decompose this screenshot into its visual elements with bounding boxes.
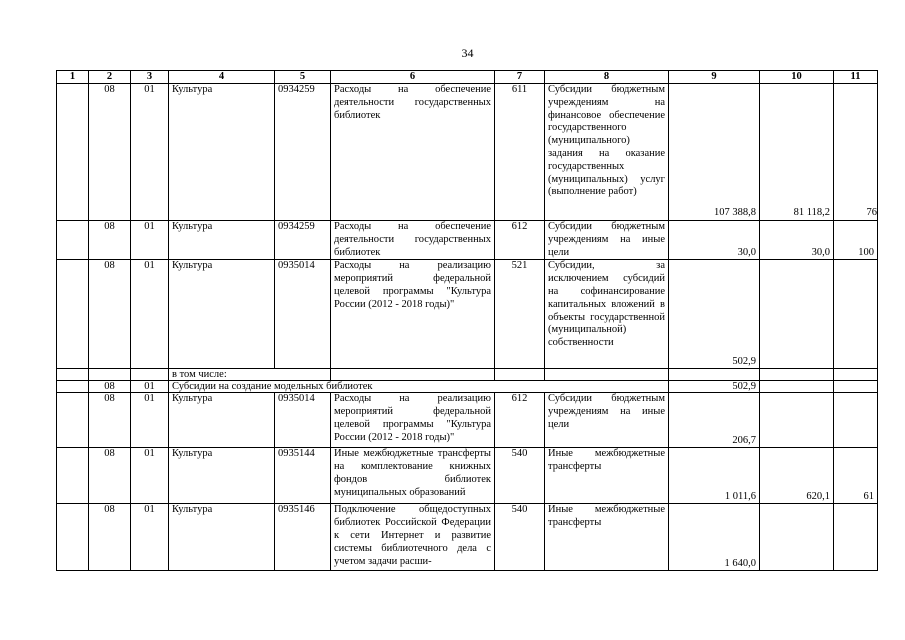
percent-executed [834, 260, 878, 369]
cell-col11 [834, 369, 878, 381]
section-name: Культура [169, 260, 275, 369]
expense-type-code: 612 [495, 393, 545, 448]
amount-executed [760, 393, 834, 448]
section-code: 08 [89, 221, 131, 260]
cell-col3 [131, 369, 169, 381]
amount-executed: 620,1 [760, 448, 834, 504]
target-article-code: 0934259 [275, 221, 331, 260]
target-article-code: 0934259 [275, 84, 331, 221]
subsection-code: 01 [131, 221, 169, 260]
expense-type-name: Иные межбюджетные трансферты [545, 504, 669, 571]
amount-planned: 1 640,0 [669, 504, 760, 571]
section-code: 08 [89, 381, 131, 393]
section-name: Культура [169, 393, 275, 448]
header-cell: 5 [275, 71, 331, 84]
section-name: Культура [169, 448, 275, 504]
cell-col8 [545, 369, 669, 381]
expense-description: Расходы на реализацию мероприятий федеральной целевой программы "Культура России (2012 - 2018 годы)" [331, 260, 495, 369]
subsection-code: 01 [131, 260, 169, 369]
expense-description: Расходы на обеспечение деятельности государственных библиотек [331, 84, 495, 221]
target-article-code: 0935146 [275, 504, 331, 571]
cell-col7 [495, 369, 545, 381]
cell-col1 [57, 381, 89, 393]
amount-planned: 502,9 [669, 381, 760, 393]
amount-executed [760, 260, 834, 369]
cell-col2 [89, 369, 131, 381]
cell-col6 [331, 369, 495, 381]
header-cell: 11 [834, 71, 878, 84]
amount-executed [760, 504, 834, 571]
table-row [57, 448, 878, 504]
cell-col1 [57, 84, 89, 221]
header-cell: 2 [89, 71, 131, 84]
section-code: 08 [89, 448, 131, 504]
table-row [57, 393, 878, 448]
section-code: 08 [89, 393, 131, 448]
table-row [57, 369, 878, 381]
percent-executed: 76 [834, 84, 878, 221]
target-article-code: 0935014 [275, 260, 331, 369]
subsection-code: 01 [131, 381, 169, 393]
table-row [57, 381, 878, 393]
percent-executed [834, 381, 878, 393]
expense-description: Расходы на реализацию мероприятий федеральной целевой программы "Культура России (2012 - 2018 годы)" [331, 393, 495, 448]
expense-type-code: 521 [495, 260, 545, 369]
section-name: Культура [169, 221, 275, 260]
subsection-code: 01 [131, 84, 169, 221]
header-cell: 4 [169, 71, 275, 84]
expense-type-code: 540 [495, 504, 545, 571]
amount-executed: 81 118,2 [760, 84, 834, 221]
table-row [57, 84, 878, 221]
header-cell: 8 [545, 71, 669, 84]
expense-type-name: Субсидии, за исключением субсидий на софинансирование капитальных вложений в объекты государственной (муниципальной) собственности [545, 260, 669, 369]
percent-executed: 61 [834, 448, 878, 504]
header-cell: 9 [669, 71, 760, 84]
header-cell: 10 [760, 71, 834, 84]
percent-executed: 100 [834, 221, 878, 260]
cell-col9 [669, 369, 760, 381]
expense-type-code: 611 [495, 84, 545, 221]
section-code: 08 [89, 260, 131, 369]
subsection-code: 01 [131, 393, 169, 448]
section-code: 08 [89, 504, 131, 571]
cell-col1 [57, 504, 89, 571]
page-number: 34 [461, 46, 474, 60]
percent-executed [834, 393, 878, 448]
amount-planned: 502,9 [669, 260, 760, 369]
cell-col1 [57, 448, 89, 504]
subsidy-label: Субсидии на создание модельных библиотек [169, 381, 669, 393]
budget-table [56, 70, 878, 571]
cell-col1 [57, 369, 89, 381]
expense-type-code: 612 [495, 221, 545, 260]
table-row [57, 260, 878, 369]
cell-col1 [57, 221, 89, 260]
header-cell: 7 [495, 71, 545, 84]
header-cell: 1 [57, 71, 89, 84]
amount-planned: 206,7 [669, 393, 760, 448]
amount-planned: 107 388,8 [669, 84, 760, 221]
expense-type-name: Субсидии бюджетным учреждениям на финансовое обеспечение государственного (муниципального) задания на оказание государственных (муниципальных) услуг (выполнение работ) [545, 84, 669, 221]
table-row [57, 221, 878, 260]
expense-type-name: Субсидии бюджетным учреждениям на иные цели [545, 221, 669, 260]
section-code: 08 [89, 84, 131, 221]
column-number-header-row [57, 71, 878, 84]
header-cell: 6 [331, 71, 495, 84]
cell-col10 [760, 369, 834, 381]
section-name: Культура [169, 84, 275, 221]
including-label: в том числе: [169, 369, 331, 381]
amount-executed: 30,0 [760, 221, 834, 260]
amount-executed [760, 381, 834, 393]
amount-planned: 30,0 [669, 221, 760, 260]
section-name: Культура [169, 504, 275, 571]
expense-description: Расходы на обеспечение деятельности государственных библиотек [331, 221, 495, 260]
target-article-code: 0935144 [275, 448, 331, 504]
subsection-code: 01 [131, 504, 169, 571]
table-row [57, 504, 878, 571]
header-cell: 3 [131, 71, 169, 84]
cell-col1 [57, 393, 89, 448]
cell-col1 [57, 260, 89, 369]
expense-description: Иные межбюджетные трансферты на комплектование книжных фондов библиотек муниципальных образований [331, 448, 495, 504]
expense-type-name: Иные межбюджетные трансферты [545, 448, 669, 504]
subsection-code: 01 [131, 448, 169, 504]
expense-description: Подключение общедоступных библиотек Российской Федерации к сети Интернет и развитие системы библиотечного дела с учетом задачи расши- [331, 504, 495, 571]
expense-type-name: Субсидии бюджетным учреждениям на иные цели [545, 393, 669, 448]
target-article-code: 0935014 [275, 393, 331, 448]
percent-executed [834, 504, 878, 571]
expense-type-code: 540 [495, 448, 545, 504]
amount-planned: 1 011,6 [669, 448, 760, 504]
